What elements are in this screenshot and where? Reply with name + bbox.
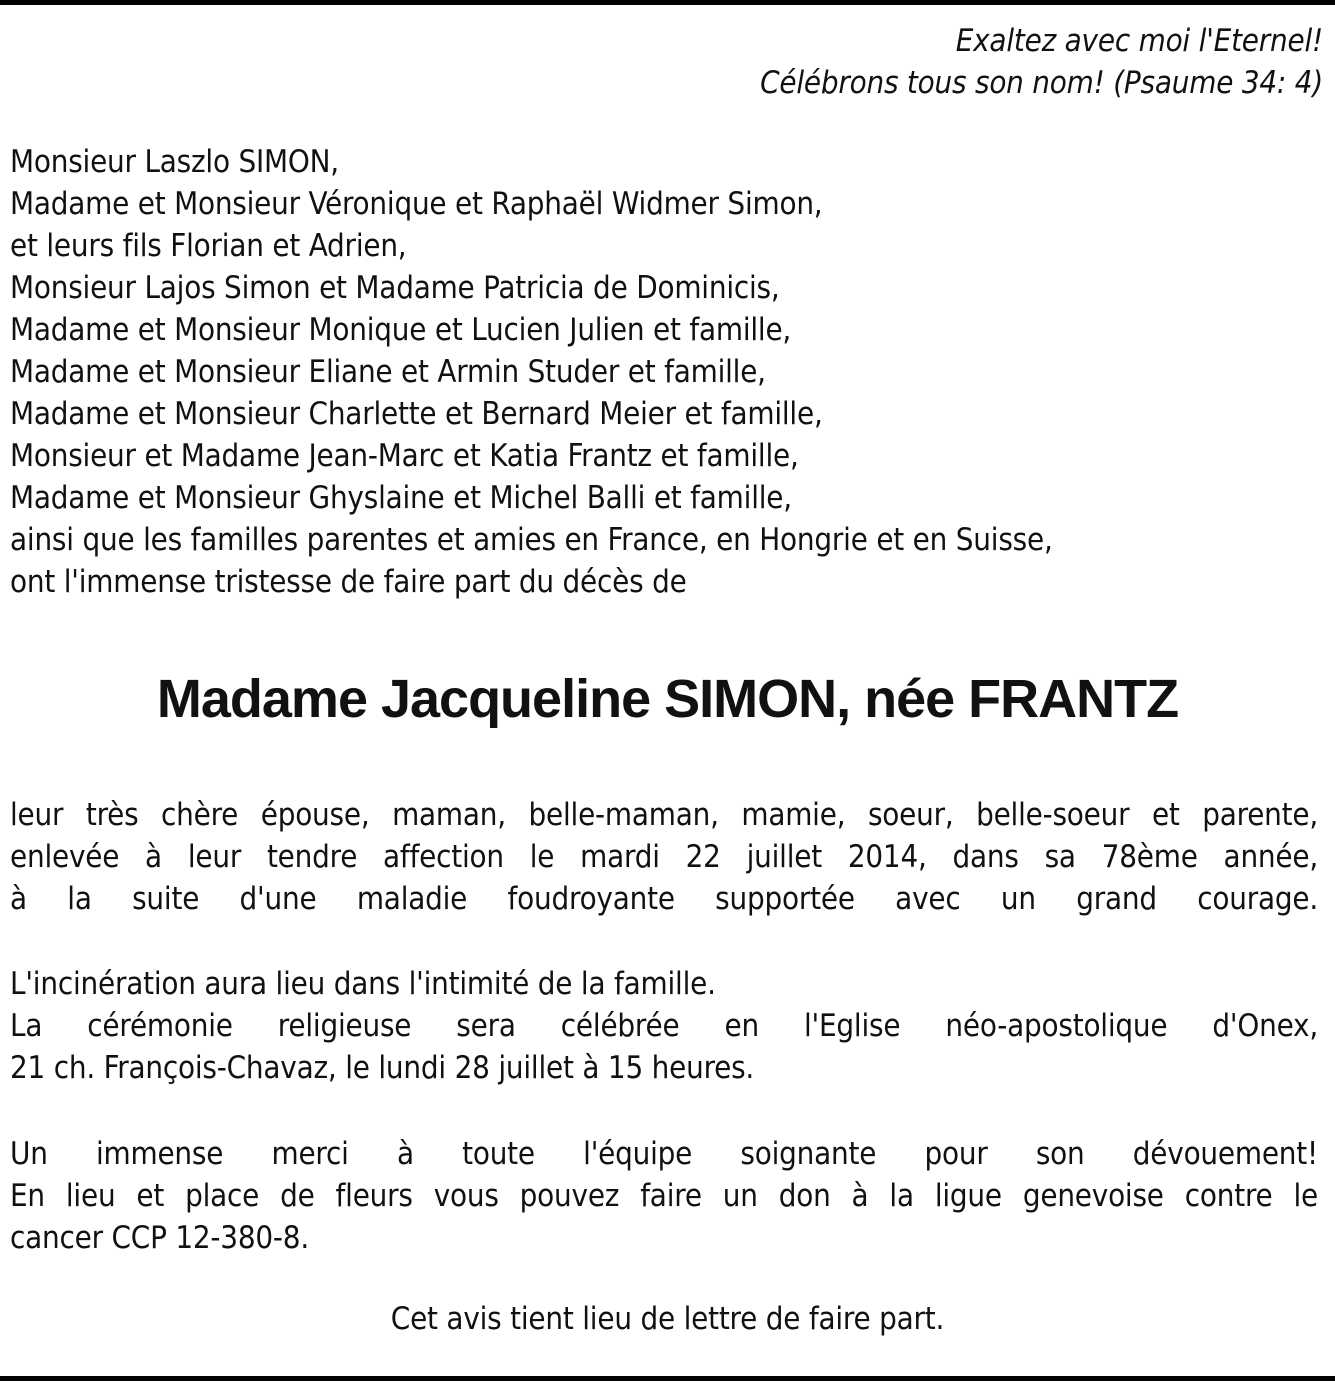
- paragraph-line: L'incinération aura lieu dans l'intimité de la famille.: [10, 966, 716, 1002]
- ceremony-paragraph: [10, 963, 1318, 1089]
- bottom-border-rule: [0, 1376, 1335, 1381]
- mourner-line: Monsieur Lajos Simon et Madame Patricia de Dominicis,: [10, 270, 780, 306]
- tribute-paragraph: [10, 794, 1318, 920]
- mourner-line: et leurs fils Florian et Adrien,: [10, 228, 407, 264]
- paragraph-line: Un immense merci à toute l'équipe soignante pour son dévouement!: [10, 1136, 1318, 1172]
- closing-note: Cet avis tient lieu de lettre de faire part.: [390, 1301, 945, 1337]
- deceased-name-heading: Madame Jacqueline SIMON, née FRANTZ: [156, 669, 1179, 729]
- mourner-line: Madame et Monsieur Ghyslaine et Michel Balli et famille,: [10, 480, 792, 516]
- paragraph-line: En lieu et place de fleurs vous pouvez faire un don à la ligue genevoise contre le: [10, 1178, 1318, 1214]
- mourner-line: Madame et Monsieur Véronique et Raphaël Widmer Simon,: [10, 186, 823, 222]
- verse-line-1: Exaltez avec moi l'Eternel!: [955, 23, 1323, 59]
- mourner-line: Monsieur et Madame Jean-Marc et Katia Frantz et famille,: [10, 438, 799, 474]
- paragraph-line: à la suite d'une maladie foudroyante supportée avec un grand courage.: [10, 881, 1318, 917]
- mourner-line: ont l'immense tristesse de faire part du décès de: [10, 564, 687, 600]
- thanks-paragraph: [10, 1133, 1318, 1259]
- top-border-rule: [0, 0, 1335, 5]
- paragraph-line: enlevée à leur tendre affection le mardi 22 juillet 2014, dans sa 78ème année,: [10, 839, 1318, 875]
- mourner-line: Madame et Monsieur Monique et Lucien Julien et famille,: [10, 312, 792, 348]
- verse-line-2: Célébrons tous son nom! (Psaume 34: 4): [760, 65, 1323, 101]
- mourners-list: [10, 141, 1053, 603]
- mourner-line: Monsieur Laszlo SIMON,: [10, 144, 339, 180]
- paragraph-line: cancer CCP 12-380-8.: [10, 1220, 309, 1256]
- paragraph-line: leur très chère épouse, maman, belle-maman, mamie, soeur, belle-soeur et parente,: [10, 797, 1318, 833]
- paragraph-line: La cérémonie religieuse sera célébrée en l'Eglise néo-apostolique d'Onex,: [10, 1008, 1318, 1044]
- mourner-line: ainsi que les familles parentes et amies en France, en Hongrie et en Suisse,: [10, 522, 1053, 558]
- mourner-line: Madame et Monsieur Eliane et Armin Studer et famille,: [10, 354, 766, 390]
- paragraph-line: 21 ch. François-Chavaz, le lundi 28 juillet à 15 heures.: [10, 1050, 755, 1086]
- psalm-verse: [760, 20, 1323, 104]
- mourner-line: Madame et Monsieur Charlette et Bernard Meier et famille,: [10, 396, 823, 432]
